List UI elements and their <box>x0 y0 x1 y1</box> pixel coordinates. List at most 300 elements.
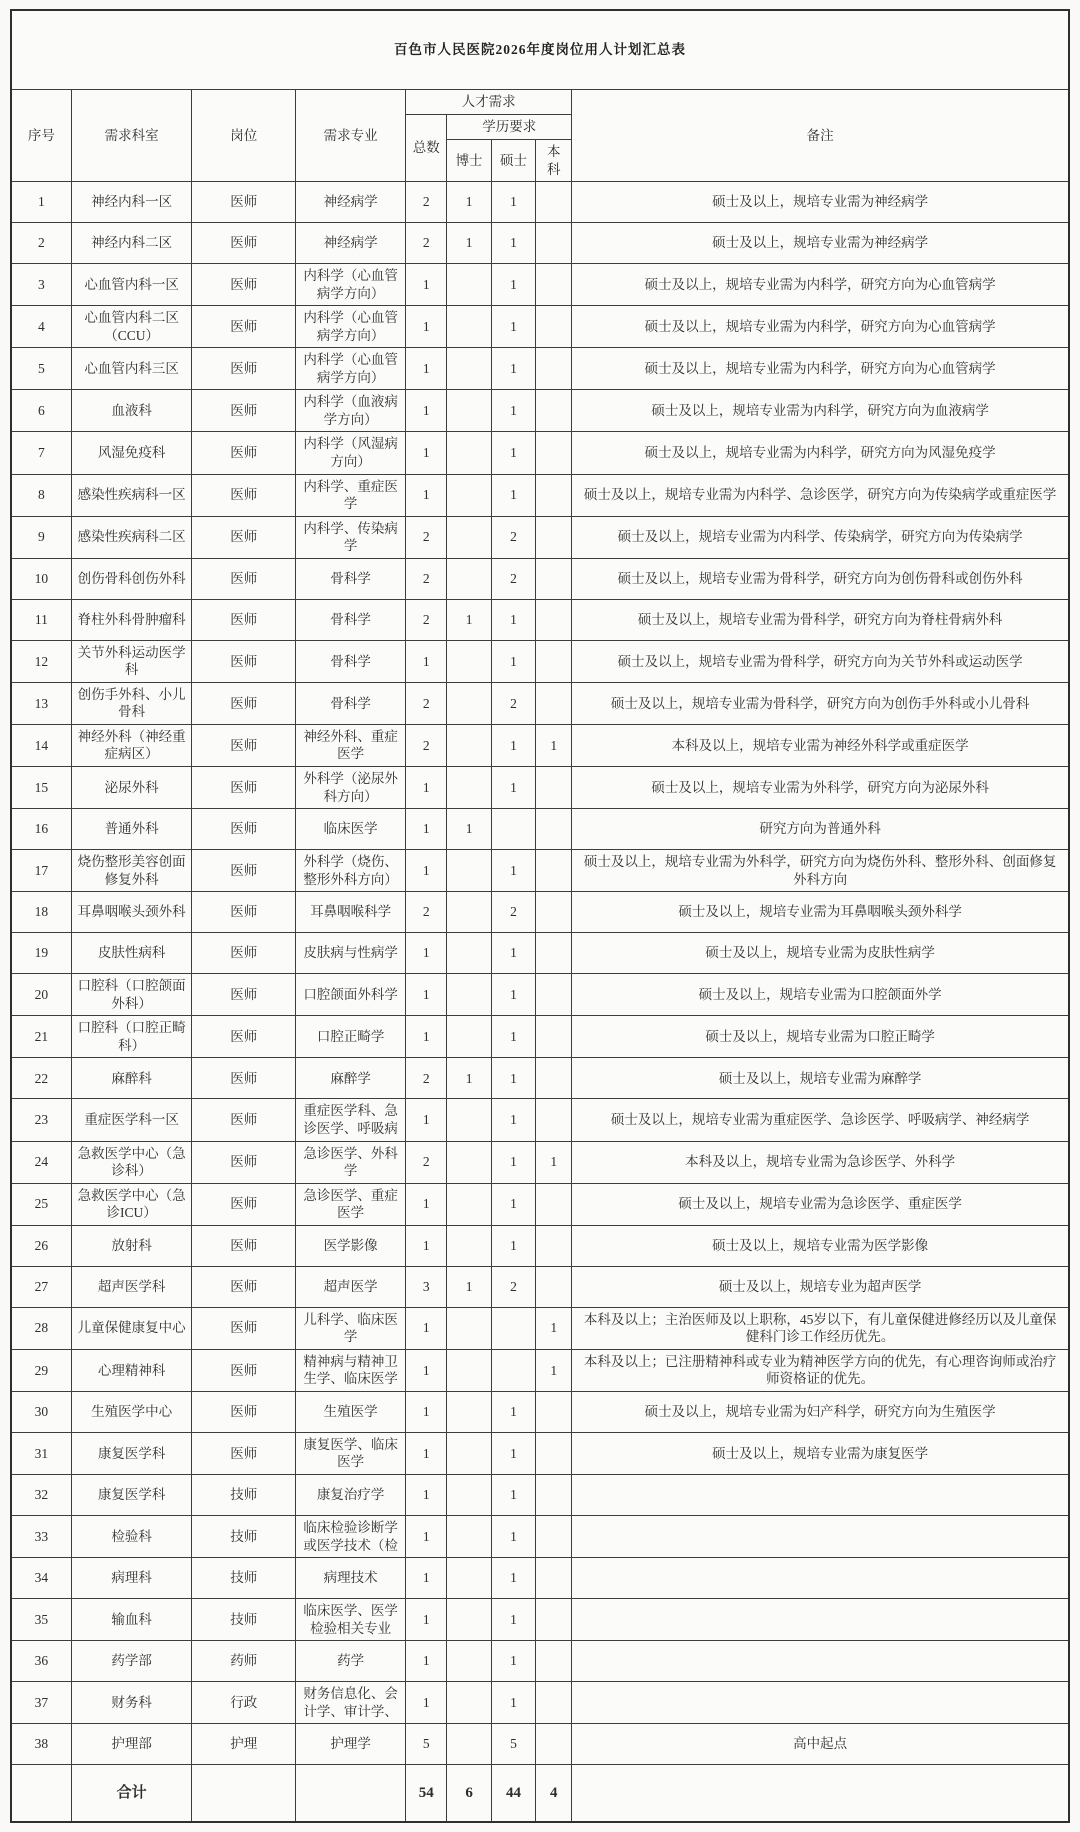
remark-cell: 硕士及以上，规培专业需为内科学，研究方向为心血管病学 <box>572 348 1069 390</box>
table-row <box>11 974 1069 1016</box>
major-cell: 神经外科、重症医学 <box>296 724 406 766</box>
dept-cell: 心血管内科二区（CCU） <box>71 306 192 348</box>
seq-cell: 5 <box>11 348 71 390</box>
table-row <box>11 1641 1069 1682</box>
table-row <box>11 474 1069 516</box>
total-cell: 2 <box>406 182 447 223</box>
major-cell: 内科学（心血管病学方向） <box>296 348 406 390</box>
post-cell: 医师 <box>192 1349 296 1391</box>
total-major-cell <box>296 1765 406 1823</box>
bachelor-cell <box>536 1183 572 1225</box>
remark-cell: 硕士及以上，规培专业需为内科学，研究方向为血液病学 <box>572 390 1069 432</box>
major-cell: 神经病学 <box>296 182 406 223</box>
major-cell: 骨科学 <box>296 558 406 599</box>
major-cell: 急诊医学、外科学 <box>296 1141 406 1183</box>
total-cell: 1 <box>406 390 447 432</box>
bachelor-cell <box>536 767 572 809</box>
post-cell: 医师 <box>192 432 296 474</box>
total-cell: 1 <box>406 933 447 974</box>
dept-cell: 急救医学中心（急诊ICU） <box>71 1183 192 1225</box>
seq-cell: 7 <box>11 432 71 474</box>
phd-cell <box>447 1225 491 1266</box>
total-cell: 1 <box>406 1183 447 1225</box>
remark-cell: 硕士及以上，规培专业需为重症医学、急诊医学、呼吸病学、神经病学 <box>572 1099 1069 1141</box>
dept-cell: 神经内科二区 <box>71 223 192 264</box>
bachelor-cell <box>536 1391 572 1432</box>
bachelor-cell <box>536 223 572 264</box>
post-cell: 医师 <box>192 223 296 264</box>
bachelor-cell <box>536 474 572 516</box>
dept-cell: 心理精神科 <box>71 1349 192 1391</box>
total-cell: 1 <box>406 974 447 1016</box>
table-row <box>11 850 1069 892</box>
seq-cell: 21 <box>11 1016 71 1058</box>
remark-cell: 硕士及以上，规培专业需为骨科学，研究方向为脊柱骨病外科 <box>572 599 1069 640</box>
dept-cell: 检验科 <box>71 1515 192 1557</box>
seq-cell: 17 <box>11 850 71 892</box>
dept-cell: 康复医学科 <box>71 1432 192 1474</box>
remark-cell <box>572 1682 1069 1724</box>
remark-cell: 硕士及以上，规培专业需为内科学，研究方向为心血管病学 <box>572 306 1069 348</box>
master-cell: 5 <box>491 1724 535 1765</box>
bachelor-cell <box>536 558 572 599</box>
seq-cell: 4 <box>11 306 71 348</box>
major-cell: 儿科学、临床医学 <box>296 1307 406 1349</box>
phd-cell <box>447 306 491 348</box>
seq-cell: 20 <box>11 974 71 1016</box>
remark-cell: 硕士及以上，规培专业需为神经病学 <box>572 182 1069 223</box>
total-cell: 1 <box>406 1432 447 1474</box>
remark-cell: 本科及以上；主治医师及以上职称，45岁以下，有儿童保健进修经历以及儿童保健科门诊工作经历优先。 <box>572 1307 1069 1349</box>
post-cell: 医师 <box>192 474 296 516</box>
post-cell: 医师 <box>192 1391 296 1432</box>
total-cell: 1 <box>406 1599 447 1641</box>
remark-cell: 硕士及以上，规培专业需为耳鼻咽喉头颈外科学 <box>572 892 1069 933</box>
remark-cell: 本科及以上，规培专业需为急诊医学、外科学 <box>572 1141 1069 1183</box>
post-cell: 医师 <box>192 850 296 892</box>
major-cell: 财务信息化、会计学、审计学、 <box>296 1682 406 1724</box>
table-row <box>11 1141 1069 1183</box>
remark-cell: 高中起点 <box>572 1724 1069 1765</box>
master-cell: 1 <box>491 264 535 306</box>
remark-cell: 本科及以上；已注册精神科或专业为精神医学方向的优先，有心理咨询师或治疗师资格证的优先。 <box>572 1349 1069 1391</box>
master-cell: 1 <box>491 1474 535 1515</box>
bachelor-cell <box>536 1599 572 1641</box>
post-cell: 医师 <box>192 1016 296 1058</box>
post-cell: 技师 <box>192 1515 296 1557</box>
major-cell: 内科学（心血管病学方向） <box>296 306 406 348</box>
header-col-demand: 人才需求 <box>406 90 572 115</box>
dept-cell: 风湿免疫科 <box>71 432 192 474</box>
dept-cell: 神经内科一区 <box>71 182 192 223</box>
dept-cell: 普通外科 <box>71 809 192 850</box>
phd-cell <box>447 1016 491 1058</box>
post-cell: 医师 <box>192 1225 296 1266</box>
bachelor-cell <box>536 974 572 1016</box>
seq-cell: 26 <box>11 1225 71 1266</box>
post-cell: 医师 <box>192 724 296 766</box>
remark-cell <box>572 1599 1069 1641</box>
table-row <box>11 1016 1069 1058</box>
total-cell: 3 <box>406 1266 447 1307</box>
dept-cell: 重症医学科一区 <box>71 1099 192 1141</box>
total-cell: 1 <box>406 264 447 306</box>
master-cell: 2 <box>491 682 535 724</box>
phd-cell <box>447 1099 491 1141</box>
bachelor-cell <box>536 1099 572 1141</box>
master-cell: 1 <box>491 1141 535 1183</box>
post-cell: 医师 <box>192 1141 296 1183</box>
table-row <box>11 767 1069 809</box>
remark-cell: 硕士及以上，规培专业需为外科学，研究方向为泌尿外科 <box>572 767 1069 809</box>
table-row <box>11 348 1069 390</box>
table-row <box>11 1307 1069 1349</box>
major-cell: 皮肤病与性病学 <box>296 933 406 974</box>
post-cell: 医师 <box>192 682 296 724</box>
master-cell: 1 <box>491 306 535 348</box>
table-row <box>11 223 1069 264</box>
major-cell: 超声医学 <box>296 1266 406 1307</box>
master-cell: 1 <box>491 432 535 474</box>
seq-cell: 25 <box>11 1183 71 1225</box>
master-cell: 1 <box>491 933 535 974</box>
major-cell: 内科学、重症医学 <box>296 474 406 516</box>
bachelor-cell <box>536 264 572 306</box>
dept-cell: 康复医学科 <box>71 1474 192 1515</box>
total-cell: 1 <box>406 640 447 682</box>
table-row <box>11 724 1069 766</box>
table-row <box>11 1724 1069 1765</box>
post-cell: 医师 <box>192 1099 296 1141</box>
post-cell: 医师 <box>192 1183 296 1225</box>
remark-cell: 研究方向为普通外科 <box>572 809 1069 850</box>
remark-cell <box>572 1515 1069 1557</box>
bachelor-cell <box>536 1058 572 1099</box>
table-row <box>11 1058 1069 1099</box>
total-cell: 2 <box>406 1141 447 1183</box>
table-row <box>11 933 1069 974</box>
remark-cell: 硕士及以上，规培专业需为内科学，研究方向为风湿免疫学 <box>572 432 1069 474</box>
major-cell: 外科学（泌尿外科方向） <box>296 767 406 809</box>
dept-cell: 护理部 <box>71 1724 192 1765</box>
seq-cell: 36 <box>11 1641 71 1682</box>
seq-cell: 2 <box>11 223 71 264</box>
major-cell: 麻醉学 <box>296 1058 406 1099</box>
major-cell: 临床医学 <box>296 809 406 850</box>
master-cell: 1 <box>491 1682 535 1724</box>
remark-cell <box>572 1558 1069 1599</box>
total-cell: 2 <box>406 892 447 933</box>
dept-cell: 儿童保健康复中心 <box>71 1307 192 1349</box>
bachelor-cell <box>536 1724 572 1765</box>
table-row <box>11 1558 1069 1599</box>
header-col-seq: 序号 <box>11 90 71 182</box>
header-col-total: 总数 <box>406 115 447 182</box>
total-cell: 1 <box>406 809 447 850</box>
total-cell: 2 <box>406 558 447 599</box>
table-row <box>11 1183 1069 1225</box>
remark-cell: 硕士及以上，规培专业需为骨科学，研究方向为创伤骨科或创伤外科 <box>572 558 1069 599</box>
remark-cell: 硕士及以上，规培专业需为麻醉学 <box>572 1058 1069 1099</box>
master-cell: 1 <box>491 182 535 223</box>
phd-cell <box>447 640 491 682</box>
remark-cell: 硕士及以上，规培专业需为内科学，研究方向为心血管病学 <box>572 264 1069 306</box>
master-cell: 1 <box>491 1599 535 1641</box>
phd-cell: 1 <box>447 223 491 264</box>
master-cell: 1 <box>491 767 535 809</box>
dept-cell: 创伤骨科创伤外科 <box>71 558 192 599</box>
total-cell: 1 <box>406 767 447 809</box>
table-row <box>11 1349 1069 1391</box>
seq-cell: 35 <box>11 1599 71 1641</box>
master-cell: 1 <box>491 1641 535 1682</box>
bachelor-cell <box>536 1225 572 1266</box>
remark-cell: 硕士及以上，规培专业需为内科学、急诊医学，研究方向为传染病学或重症医学 <box>572 474 1069 516</box>
master-cell: 1 <box>491 390 535 432</box>
total-phd-cell: 6 <box>447 1765 491 1823</box>
seq-cell: 18 <box>11 892 71 933</box>
master-cell: 1 <box>491 1058 535 1099</box>
bachelor-cell <box>536 182 572 223</box>
post-cell: 医师 <box>192 390 296 432</box>
post-cell: 医师 <box>192 1307 296 1349</box>
seq-cell: 6 <box>11 390 71 432</box>
seq-cell: 32 <box>11 1474 71 1515</box>
bachelor-cell <box>536 850 572 892</box>
seq-cell: 31 <box>11 1432 71 1474</box>
phd-cell <box>447 1641 491 1682</box>
post-cell: 医师 <box>192 516 296 558</box>
master-cell: 1 <box>491 974 535 1016</box>
phd-cell <box>447 264 491 306</box>
dept-cell: 麻醉科 <box>71 1058 192 1099</box>
bachelor-cell <box>536 640 572 682</box>
post-cell: 医师 <box>192 348 296 390</box>
total-cell: 5 <box>406 1724 447 1765</box>
table-row <box>11 1225 1069 1266</box>
seq-cell: 23 <box>11 1099 71 1141</box>
table-header <box>11 10 1069 182</box>
seq-cell: 33 <box>11 1515 71 1557</box>
header-col-master: 硕士 <box>491 140 535 182</box>
dept-cell: 皮肤性病科 <box>71 933 192 974</box>
table-row <box>11 390 1069 432</box>
total-cell: 2 <box>406 1058 447 1099</box>
major-cell: 精神病与精神卫生学、临床医学 <box>296 1349 406 1391</box>
dept-cell: 感染性疾病科二区 <box>71 516 192 558</box>
dept-cell: 药学部 <box>71 1641 192 1682</box>
major-cell: 康复医学、临床医学 <box>296 1432 406 1474</box>
major-cell: 医学影像 <box>296 1225 406 1266</box>
dept-cell: 泌尿外科 <box>71 767 192 809</box>
major-cell: 口腔颌面外科学 <box>296 974 406 1016</box>
remark-cell: 硕士及以上，规培专业需为外科学，研究方向为烧伤外科、整形外科、创面修复外科方向 <box>572 850 1069 892</box>
phd-cell <box>447 1391 491 1432</box>
seq-cell: 16 <box>11 809 71 850</box>
remark-cell: 硕士及以上，规培专业需为神经病学 <box>572 223 1069 264</box>
master-cell: 2 <box>491 558 535 599</box>
table-row <box>11 1391 1069 1432</box>
seq-cell: 29 <box>11 1349 71 1391</box>
table-row <box>11 264 1069 306</box>
post-cell: 医师 <box>192 306 296 348</box>
post-cell: 医师 <box>192 1432 296 1474</box>
post-cell: 药师 <box>192 1641 296 1682</box>
table-row <box>11 182 1069 223</box>
phd-cell: 1 <box>447 599 491 640</box>
bachelor-cell <box>536 1558 572 1599</box>
post-cell: 医师 <box>192 558 296 599</box>
table-row <box>11 432 1069 474</box>
major-cell: 外科学（烧伤、整形外科方向） <box>296 850 406 892</box>
master-cell: 2 <box>491 516 535 558</box>
header-col-remark: 备注 <box>572 90 1069 182</box>
major-cell: 口腔正畸学 <box>296 1016 406 1058</box>
major-cell: 内科学、传染病学 <box>296 516 406 558</box>
table-row <box>11 1515 1069 1557</box>
remark-cell: 硕士及以上，规培专业需为骨科学，研究方向为创伤手外科或小儿骨科 <box>572 682 1069 724</box>
phd-cell <box>447 724 491 766</box>
bachelor-cell <box>536 809 572 850</box>
dept-cell: 血液科 <box>71 390 192 432</box>
total-cell: 1 <box>406 1391 447 1432</box>
total-cell: 1 <box>406 1515 447 1557</box>
table-footer <box>11 1765 1069 1823</box>
dept-cell: 心血管内科三区 <box>71 348 192 390</box>
bachelor-cell <box>536 1515 572 1557</box>
bachelor-cell <box>536 1474 572 1515</box>
bachelor-cell: 1 <box>536 1141 572 1183</box>
remark-cell: 硕士及以上，规培专业需为口腔正畸学 <box>572 1016 1069 1058</box>
seq-cell: 34 <box>11 1558 71 1599</box>
seq-cell: 27 <box>11 1266 71 1307</box>
phd-cell <box>447 1515 491 1557</box>
phd-cell: 1 <box>447 1266 491 1307</box>
total-cell: 1 <box>406 474 447 516</box>
seq-cell: 24 <box>11 1141 71 1183</box>
phd-cell <box>447 1724 491 1765</box>
major-cell: 临床医学、医学检验相关专业 <box>296 1599 406 1641</box>
major-cell: 康复治疗学 <box>296 1474 406 1515</box>
header-col-bachelor: 本科 <box>536 140 572 182</box>
header-col-phd: 博士 <box>447 140 491 182</box>
phd-cell <box>447 767 491 809</box>
total-cell: 1 <box>406 1307 447 1349</box>
dept-cell: 感染性疾病科一区 <box>71 474 192 516</box>
master-cell: 1 <box>491 1183 535 1225</box>
total-cell: 2 <box>406 516 447 558</box>
master-cell: 1 <box>491 599 535 640</box>
phd-cell <box>447 933 491 974</box>
major-cell: 内科学（风湿病方向） <box>296 432 406 474</box>
phd-cell <box>447 348 491 390</box>
dept-cell: 病理科 <box>71 1558 192 1599</box>
phd-cell <box>447 974 491 1016</box>
table-row <box>11 306 1069 348</box>
total-seq-cell <box>11 1765 71 1823</box>
phd-cell <box>447 474 491 516</box>
master-cell: 1 <box>491 724 535 766</box>
header-col-post: 岗位 <box>192 90 296 182</box>
table-row <box>11 558 1069 599</box>
phd-cell <box>447 1349 491 1391</box>
bachelor-cell <box>536 306 572 348</box>
dept-cell: 财务科 <box>71 1682 192 1724</box>
table-row <box>11 1266 1069 1307</box>
major-cell: 护理学 <box>296 1724 406 1765</box>
bachelor-cell <box>536 390 572 432</box>
master-cell: 1 <box>491 850 535 892</box>
dept-cell: 神经外科（神经重症病区） <box>71 724 192 766</box>
seq-cell: 19 <box>11 933 71 974</box>
master-cell: 2 <box>491 1266 535 1307</box>
phd-cell <box>447 558 491 599</box>
remark-cell: 硕士及以上，规培专业为超声医学 <box>572 1266 1069 1307</box>
post-cell: 医师 <box>192 767 296 809</box>
dept-cell: 生殖医学中心 <box>71 1391 192 1432</box>
post-cell: 护理 <box>192 1724 296 1765</box>
post-cell: 医师 <box>192 1266 296 1307</box>
remark-cell: 硕士及以上，规培专业需为皮肤性病学 <box>572 933 1069 974</box>
post-cell: 医师 <box>192 182 296 223</box>
total-cell: 1 <box>406 850 447 892</box>
major-cell: 病理技术 <box>296 1558 406 1599</box>
total-cell: 1 <box>406 1016 447 1058</box>
dept-cell: 口腔科（口腔正畸科） <box>71 1016 192 1058</box>
phd-cell <box>447 1307 491 1349</box>
seq-cell: 3 <box>11 264 71 306</box>
remark-cell: 硕士及以上，规培专业需为内科学、传染病学，研究方向为传染病学 <box>572 516 1069 558</box>
master-cell: 1 <box>491 474 535 516</box>
post-cell: 技师 <box>192 1558 296 1599</box>
table-row <box>11 640 1069 682</box>
table-row <box>11 1432 1069 1474</box>
table-row <box>11 516 1069 558</box>
post-cell: 医师 <box>192 264 296 306</box>
major-cell: 药学 <box>296 1641 406 1682</box>
bachelor-cell <box>536 682 572 724</box>
bachelor-cell <box>536 1016 572 1058</box>
remark-cell <box>572 1474 1069 1515</box>
major-cell: 骨科学 <box>296 640 406 682</box>
major-cell: 骨科学 <box>296 682 406 724</box>
phd-cell <box>447 1682 491 1724</box>
bachelor-cell: 1 <box>536 724 572 766</box>
table-body <box>11 182 1069 1765</box>
phd-cell <box>447 432 491 474</box>
dept-cell: 创伤手外科、小儿骨科 <box>71 682 192 724</box>
seq-cell: 8 <box>11 474 71 516</box>
master-cell: 1 <box>491 1515 535 1557</box>
bachelor-cell <box>536 432 572 474</box>
phd-cell <box>447 1432 491 1474</box>
total-post-cell <box>192 1765 296 1823</box>
post-cell: 技师 <box>192 1474 296 1515</box>
table-row <box>11 892 1069 933</box>
major-cell: 临床检验诊断学或医学技术（检 <box>296 1515 406 1557</box>
header-col-dept: 需求科室 <box>71 90 192 182</box>
dept-cell: 口腔科（口腔颌面外科） <box>71 974 192 1016</box>
total-total-cell: 54 <box>406 1765 447 1823</box>
phd-cell <box>447 1599 491 1641</box>
bachelor-cell <box>536 516 572 558</box>
table-row <box>11 1474 1069 1515</box>
table-row <box>11 1682 1069 1724</box>
post-cell: 医师 <box>192 809 296 850</box>
table-row <box>11 599 1069 640</box>
bachelor-cell <box>536 892 572 933</box>
post-cell: 医师 <box>192 640 296 682</box>
